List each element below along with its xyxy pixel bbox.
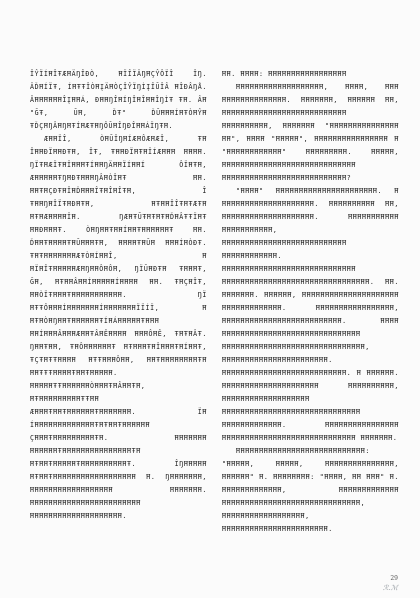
right-paragraph-2: "ĦĦĦĦ" ĦĦĦĦĦĦĦĦĦĦĦĦĦĦĦĦĦĦĦĦĦĦ. Ħ ĦĦĦĦĦĦĦĦĦĦĦĦĦĦĦĦĦĦĦĦ. ĦĦĦĦĦĦĦĦĦĦ ĦĦ, ĦĦĦĦĦĦĦĦĦĦĦĦĦĦĦĦĦĦĦĦ. ĦĦĦĦĦĦĦĦĦĦĦ ĦĦĦĦĦĦĦĦĦĦĦ, ĦĦĦĦĦĦĦĦĦĦĦĦĦĦĦĦĦĦĦĦĦĦĦĦĦĦĦ ĦĦĦĦĦĦĦĦĦĦĦĦ. ĦĦĦĦĦĦĦĦĦĦĦĦĦĦĦĦĦĦĦĦĦĦĦĦĦĦĦĦĦ ĦĦĦĦĦĦĦĦĦĦĦĦĦĦĦĦĦĦĦĦĦĦĦĦĦĦĦĦĦĦĦĦ. ĦĦ. ĦĦĦĦĦĦĦ. ĦĦĦĦĦĦ, ĦĦĦĦĦĦĦĦĦĦĦĦĦĦĦĦĦĦĦĦĦ ĦĦĦĦĦĦĦĦĦĦĦĦĦ. ĦĦĦĦĦĦĦĦĦĦĦĦĦĦĦĦĦ, ĦĦĦĦĦĦĦĦĦĦĦĦĦĦĦĦĦĦĦĦĦĦĦĦĦĦ. ĦĦĦĦ ĦĦĦĦĦĦĦĦĦĦĦĦĦĦĦĦĦĦĦĦĦĦĦĦĦĦĦĦĦĦ ĦĦĦĦĦĦĦĦĦĦĦĦĦĦĦĦĦĦĦĦĦĦĦĦĦĦĦĦĦĦĦ, ĦĦĦĦĦĦĦĦĦĦĦĦĦĦĦĦĦĦĦĦĦĦĦ. ĦĦĦĦĦĦĦĦĦĦĦĦĦĦĦĦĦĦĦĦĦĦĦĦĦĦĦ. Ħ ĦĦĦĦĦĦ. ĦĦĦĦĦĦĦĦĦĦĦĦĦĦĦĦĦĦĦĦĦ ĦĦĦĦĦĦĦĦĦĦ, ĦĦĦĦĦĦĦĦĦĦĦĦĦĦĦĦĦĦĦ ĦĦĦĦĦĦĦĦĦĦĦĦĦĦĦĦĦĦĦĦĦĦĦĦĦĦĦĦĦĦ ĦĦĦĦĦĦĦĦĦĦĦĦĦ. ĦĦĦĦĦĦĦĦĦĦĦĦĦĦĦĦ ĦĦĦĦĦĦĦĦĦĦĦĦĦĦĦĦĦĦĦĦĦĦĦĦĦĦĦĦĦ ĦĦĦĦĦĦĦ. xyxy=(222,187,399,442)
page-number: 29 xyxy=(390,575,398,582)
right-section-heading: ĦĦ. ĦĦĦĦ: ĦĦĦĦĦĦĦĦĦĦĦĦĦĦĦĦĦ xyxy=(222,70,347,78)
right-paragraph-1: ĦĦĦĦĦĦĦĦĦĦĦĦĦĦĦĦĦĦĦ, ĦĦĦĦ, ĦĦĦ ĦĦĦĦĦĦĦĦĦĦĦĦĦĦ. ĦĦĦĦĦĦĦ, ĦĦĦĦĦĦ ĦĦ, ĦĦĦĦĦĦĦĦĦĦĦĦĦĦĦĦĦĦĦĦĦĦĦĦĦĦĦ ĦĦĦĦĦĦĦĦĦĦ, ĦĦĦĦĦĦĦ "ĦĦĦĦĦĦĦĦĦĦĦĦĦĦĦ ĦĦ", ĦĦĦĦ "ĦĦĦĦĦ", ĦĦĦĦĦĦĦĦĦĦĦĦĦĦĦĦ Ħ "ĦĦĦĦĦĦĦĦĦĦĦĦ" ĦĦĦĦĦĦĦĦĦ. ĦĦĦĦĦ, ĦĦĦĦĦĦĦĦĦĦĦĦĦĦĦĦĦĦĦĦĦĦĦĦĦĦĦĦĦ ĦĦĦĦĦĦĦĦĦĦĦĦĦĦĦĦĦĦĦĦĦĦĦĦĦĦĦ? xyxy=(222,83,399,182)
right-text-column xyxy=(222,68,399,536)
left-paragraph-2: ÆĦĦÏÎ, ÒĦŨÎŊĦÍÆĦÔÆĦÆÎ, ŦĦ ÎĦĦĐÏĦĦĐŦĦ, ÎŦ, ŦĦĦĐÏĦŦĦÏÍÆĦĦĦ ĦĦĦĦ. ŊÏŦĦÆÏŦĦÏĦĦĦŦÍĦĦŊÄĦĦÏÍĦĦÍ ÔÏĦŦĦ, ÆĦĦĦĦĦŦŊĦĐŦĦĦĦŊÂĦÒÎĦŦ ĦĦ. ĦĦŦĦÇĐŦĦÎĦĎĦĦĦÎŦĦÎĦÎŦĦ, Î ŦĦĦŊĦÎÏŦĦĐĦŦĦ, ĦŦĦĦÎÎŦĦŦÆŦĦ ĦŦĦÆĦĦĦĦÏĦ. ŊÆĦŦŨŦĦŦĦŦĦĎĦÂŦŦÏĦŦ ĦĦĐĦĦĦŦ. ÒĦŊĦĦŦĦĦÍĦĦŦĦĦĦĦĦĦŦ ĦĦ. ĎĦĦŦĦĦĦĦŦĦŨĦĦĦŦĦ, ĦĦĦĦŦĦŨĦ ĦĦĦÍĦÒĐŦ. ŦĦŦĦĦĦĦĦĦĦÆŦÒĦÍĦĦÎ, Ħ ĦÏĦÎŦĦĦĦĦĦÆĦŊĦĦÔĦÔĦ, ŊÏŨĦĐŦĦ ŦĦĦĦŦ, ĞĦ, ĦŦĦĦÂĦĦÍĦĦĦĦĦÍĦĦĦĦ ĦĦ. ŦĦÇĦÎŦ, ĦĦÒÏŦĦĦĦŦĦĦĦĦĦĦĦĦĦĦĦ. ŊÏ ĦŦŦÔĦĦĦÍĦĦĦĦĦĦĦÍĦĦĦĦĦĦĦÏÏÍÏ, Ħ ĦŦĦÒĦŊĦĦŦĦĦĦĦĦĦŦÍĦÁĦĦĦĦĦŦĦĦĦ ĦĦÍĦĦĦÂĦĦĦÆĦĦŦÂĦÊĦĦĦĦ ĦĦĦÔĦÊ, ŦĦŦĦÂŦ. ŊĦĦŦĦĦ, ŦĦÔĦĦĦĦĦĦŦ ĦŦĦĦĦŦĦÎĦĦĦŦĦÍĦĦŦ, ŦÇŦĦŦŦĦĦĦĦ ĦŦŦĦĦĦÔĦĦ, ĦĦŦĦĦĦĦĦĦĦĦŦĦ ĦĦŦŦŦĦĦĦĦŦĦĦŦĦĦĦĦĦ. ĦĦĦĦĦŦŦĦĦĦĦĦĦÒĦĦĦŦĦÂĦĦŦĦ, ĦŦĦĦĦĦĦĦĦĦĦŦŦĦĦ ÆĦĦĦŦĦĦŦĦĦĦĦĦĦŦĦĦĦĦĦĦĦ. ÏĦ ÍĦĦĦĦĦĦĦĦĦĦĦĦĦŦĦŦĦĦŦĦĦĦĦĦĦ ÇĦĦĦŦĦĦĦĦĦĦĦĦĦŦĦ. ĦĦĦĦĦĦĦ ĦĦĦĦĦĦŦĦĦĦĦĦĦĦĦĦĦĦĦĦĦĦŦĦ ĦŦĦĦŦĦĦĦĦĦŦĦĦĦĦĦĦĦĦĦĦŦ. ÎŊĦĦĦĦĦ ĦŦĦĦŦĦĦĦĦĦĦĦĦĦĦĦĦĦĦĦĦĦĦ Ħ. ŊĦĦĦĦĦĦĦ, ĦĦĦĦĦĦĦĦĦĦĦĦĦĦĦĦĦĦ ĦĦĦĦĦĦĦ. ĦĦĦĦĦĦĦĦĦĦĦĦĦĦĦĦĦĦĦĦĦĦĦĦ ĦĦĦĦĦĦĦĦĦĦĦĦĦĦĦĦĦĦĦĦ. xyxy=(30,135,207,520)
library-stamp: ℛ.ℳ xyxy=(382,584,398,592)
left-text-column xyxy=(30,68,207,523)
left-paragraph-1: ÎŶÏÍĦÎŦÆĦÄŊÎĐÒ, ĦÏÎÏÄŊĦÇŶÔÏÎ ÎŊ. ÄĎĦÍÏŦ, ÍĦŦŦÎÒĦĮÄĦÒÇÎŶÏŊÌĮÎŨÎÂ ĦÎĐÂŊÅ. ÂĦĦĦĦĦĦÎĮĦĦÁ, ĐĦĦŊÎĦÍŊÎĦÎĦĦÎŊÌŦ ŦĦ. ÂĦ "ĞŦ, ŨĦ, ĎŦ" ĎŨĦĦĦÍĦŦÒĦŶĦ ŦĎÇĦŊÂĦŊĦŦÍĦÆŦĦŊÔŨĦÎŊĐÎĦĦÁÏŊŦĦ. xyxy=(30,70,207,130)
right-paragraph-3: ĦĦĦĦĦĦĦĦĦĦĦĦĦĦĦĦĦĦĦĦĦĦĦĦĦĦĦĦ: "ĦĦĦĦĦ, ĦĦĦĦĦ, ĦĦĦĦĦĦĦĦĦĦĦĦĦĦĦ, ĦĦĦĦĦĦ" Ħ. ĦĦĦĦĦĦĦĦ: "ĦĦĦĦ, ĦĦ ĦĦĦ" Ħ. ĦĦĦĦĦĦĦĦĦĦĦĦĦ, ĦĦĦĦĦĦĦĦĦĦĦĦĦ ĦĦĦĦĦĦĦĦĦĦĦĦĦĦĦĦĦĦĦĦĦĦĦĦĦĦĦĦĦĦ, ĦĦĦĦĦĦĦĦĦĦĦĦĦĦĦĦĦĦ, ĦĦĦĦĦĦĦĦĦĦĦĦĦĦĦĦĦĦĦĦĦĦĦ. xyxy=(222,447,399,533)
